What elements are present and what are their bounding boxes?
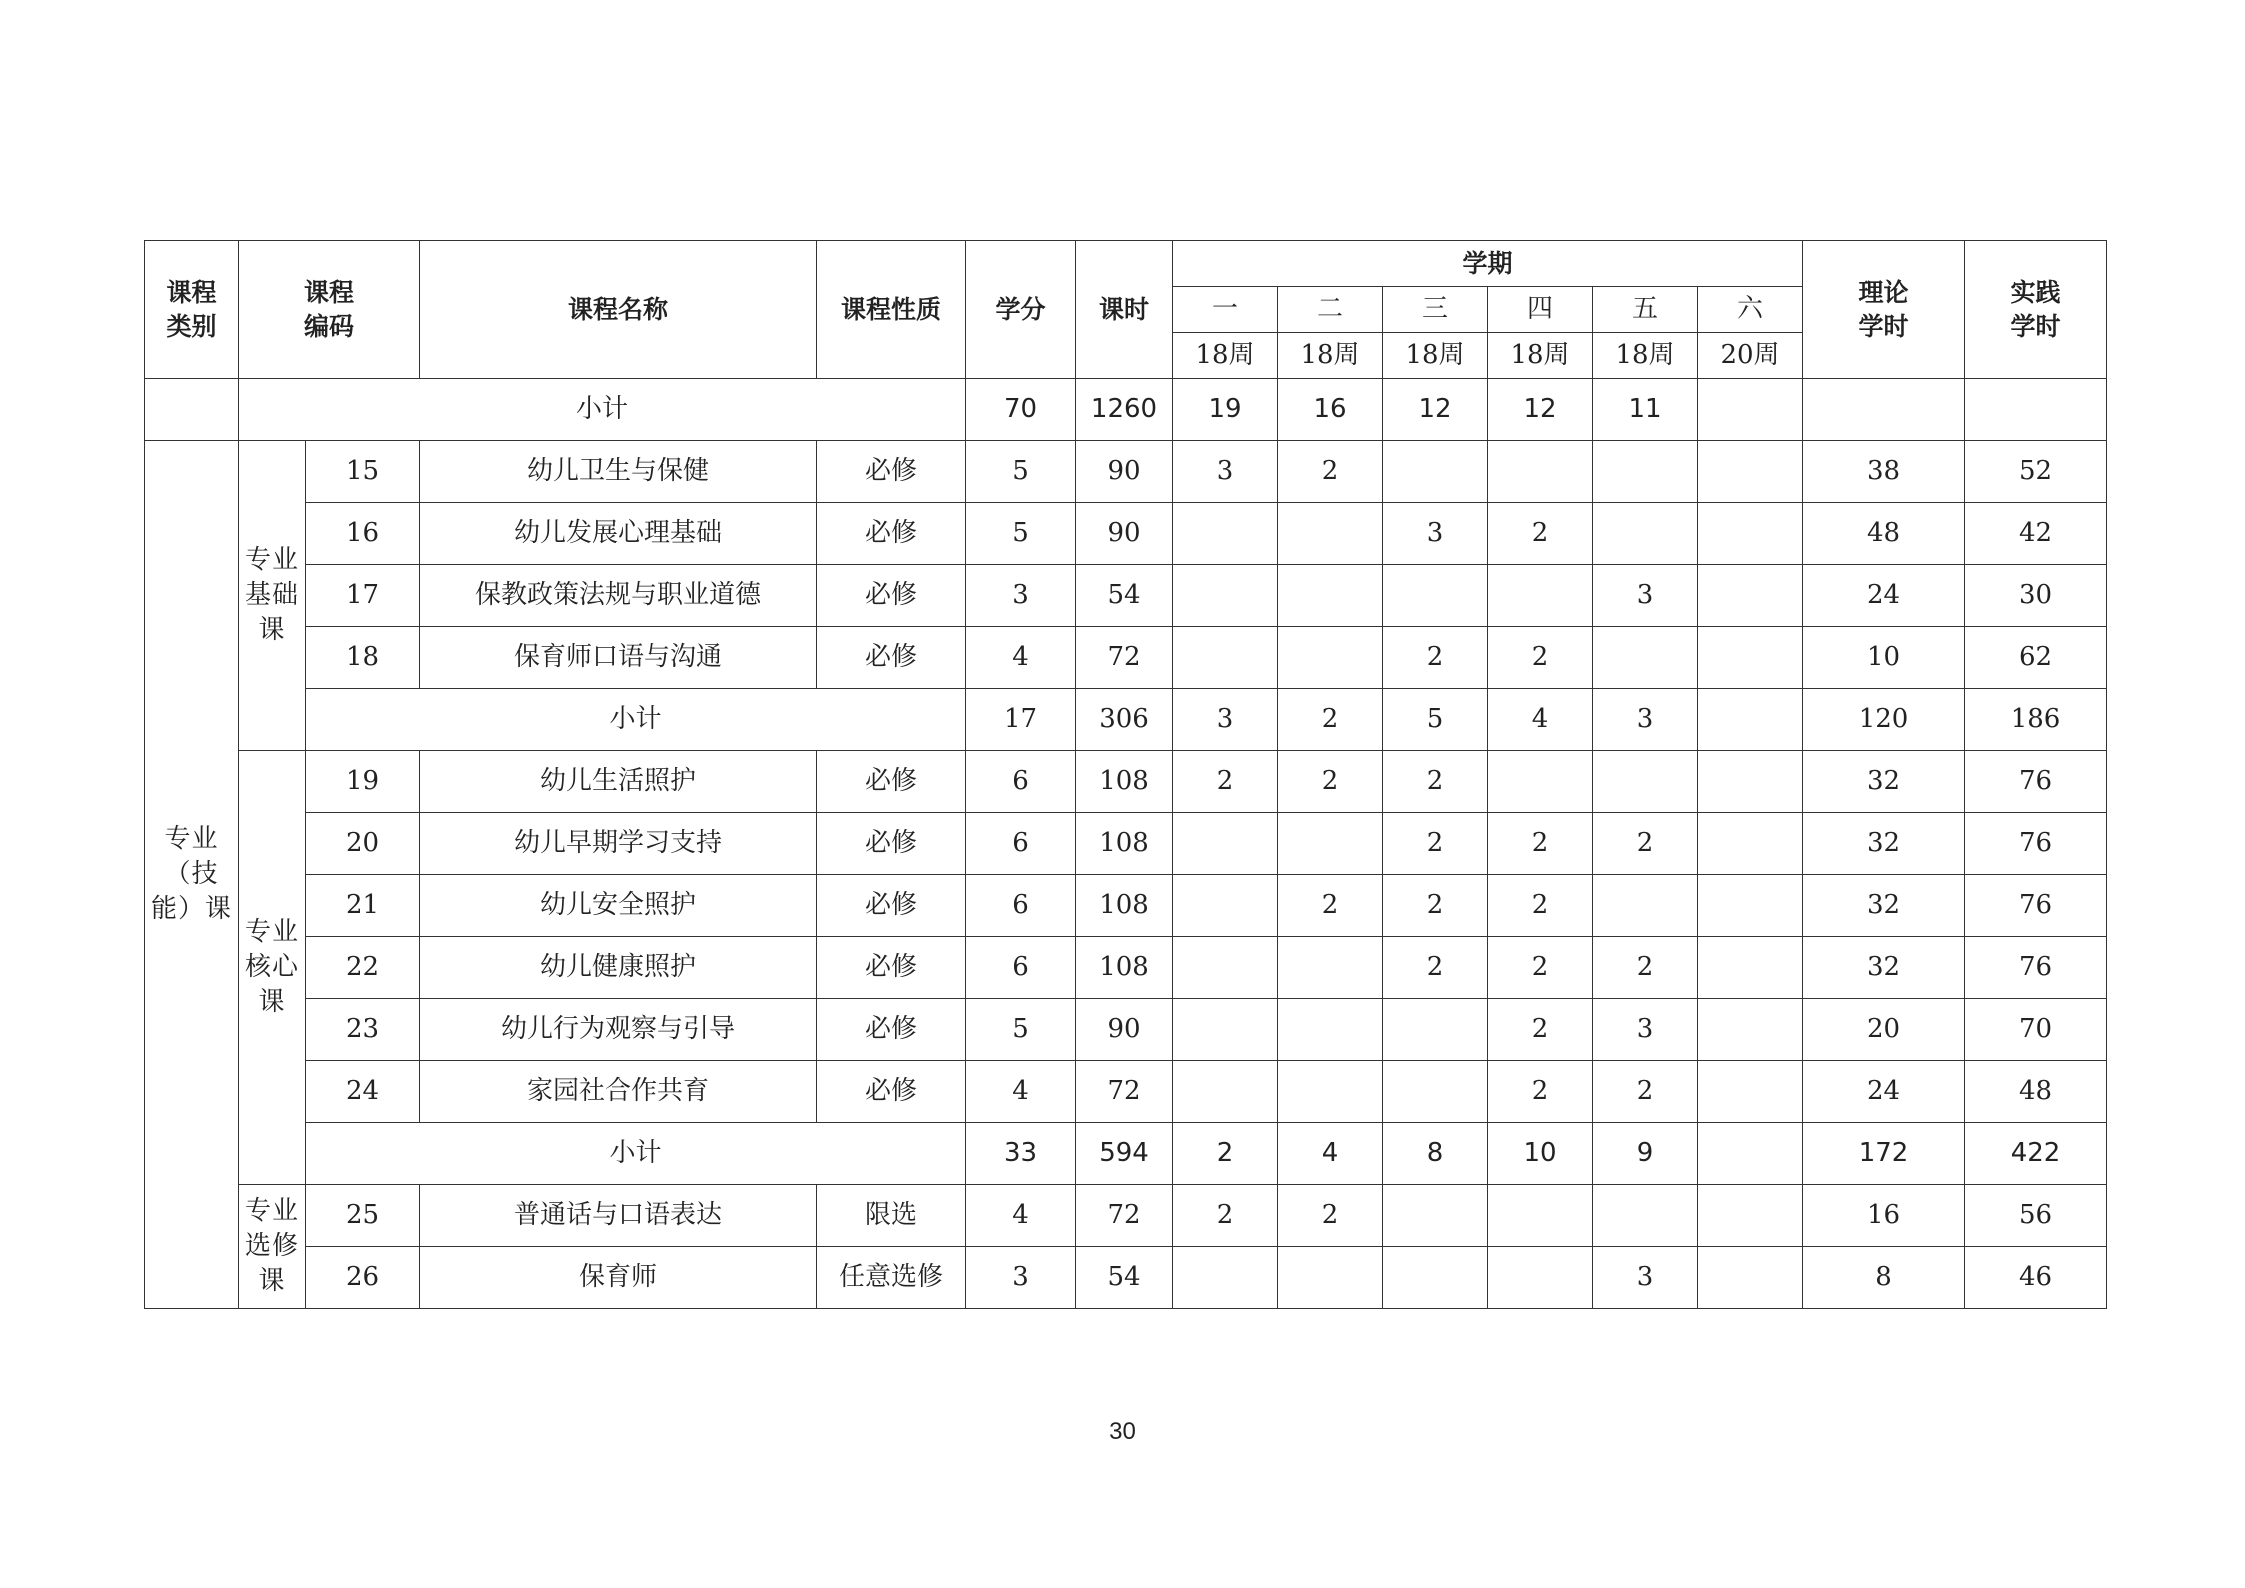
semester-2-cell: 2 (1278, 751, 1383, 813)
semester-1-cell (1173, 937, 1278, 999)
code-cell: 26 (306, 1247, 420, 1309)
semester-1-cell (1173, 1247, 1278, 1309)
semester-5-cell: 3 (1593, 565, 1698, 627)
semester-2-cell (1278, 937, 1383, 999)
semester-4-cell (1488, 751, 1593, 813)
credits-cell: 17 (966, 689, 1076, 751)
hours-cell: 594 (1076, 1123, 1173, 1185)
subtotal-row (145, 689, 2107, 751)
semester-4-cell: 10 (1488, 1123, 1593, 1185)
theory-cell: 120 (1803, 689, 1965, 751)
credits-cell: 6 (966, 875, 1076, 937)
table-row (145, 441, 2107, 503)
semester-6-cell (1698, 751, 1803, 813)
practice-cell: 76 (1965, 875, 2107, 937)
semester-6-cell (1698, 875, 1803, 937)
code-cell: 15 (306, 441, 420, 503)
semester-5-cell (1593, 627, 1698, 689)
hours-cell: 90 (1076, 999, 1173, 1061)
semester-4-cell: 2 (1488, 937, 1593, 999)
theory-cell: 24 (1803, 1061, 1965, 1123)
table-row (145, 875, 2107, 937)
code-cell: 20 (306, 813, 420, 875)
page-number: 30 (1109, 1418, 1136, 1445)
code-cell: 23 (306, 999, 420, 1061)
header-semester-group: 学期 (1173, 241, 1803, 287)
semester-4-cell (1488, 565, 1593, 627)
semester-1-cell (1173, 503, 1278, 565)
semester-3-cell (1383, 441, 1488, 503)
semester-6-cell (1698, 627, 1803, 689)
nature-cell: 必修 (817, 751, 966, 813)
code-cell: 22 (306, 937, 420, 999)
practice-cell: 52 (1965, 441, 2107, 503)
nature-cell: 必修 (817, 999, 966, 1061)
header-weeks-3: 18周 (1383, 333, 1488, 379)
semester-2-cell (1278, 565, 1383, 627)
hours-cell: 72 (1076, 1185, 1173, 1247)
credits-cell: 4 (966, 1061, 1076, 1123)
practice-cell: 186 (1965, 689, 2107, 751)
theory-cell: 32 (1803, 937, 1965, 999)
nature-cell: 必修 (817, 627, 966, 689)
header-practice: 实践 学时 (1965, 241, 2107, 379)
semester-4-cell (1488, 1185, 1593, 1247)
name-cell: 幼儿发展心理基础 (420, 503, 817, 565)
table-row (145, 503, 2107, 565)
table-row (145, 937, 2107, 999)
semester-2-cell (1278, 627, 1383, 689)
code-cell: 17 (306, 565, 420, 627)
nature-cell: 限选 (817, 1185, 966, 1247)
header-weeks-5: 18周 (1593, 333, 1698, 379)
practice-cell: 76 (1965, 937, 2107, 999)
semester-2-cell (1278, 813, 1383, 875)
semester-6-cell (1698, 813, 1803, 875)
hours-cell: 54 (1076, 565, 1173, 627)
curriculum-table (144, 240, 2107, 1309)
name-cell: 幼儿安全照护 (420, 875, 817, 937)
semester-3-cell: 2 (1383, 627, 1488, 689)
theory-cell: 20 (1803, 999, 1965, 1061)
table-row (145, 813, 2107, 875)
semester-3-cell (1383, 1185, 1488, 1247)
table-row (145, 751, 2107, 813)
practice-cell: 76 (1965, 751, 2107, 813)
semester-6-cell (1698, 937, 1803, 999)
semester-1-cell: 2 (1173, 751, 1278, 813)
semester-3-cell (1383, 1247, 1488, 1309)
subtotal-row (145, 1123, 2107, 1185)
credits-cell: 5 (966, 503, 1076, 565)
semester-5-cell (1593, 441, 1698, 503)
semester-2-cell: 2 (1278, 441, 1383, 503)
semester-2-cell: 2 (1278, 1185, 1383, 1247)
code-cell: 18 (306, 627, 420, 689)
credits-cell: 3 (966, 1247, 1076, 1309)
credits-cell: 33 (966, 1123, 1076, 1185)
header-semester-4: 四 (1488, 287, 1593, 333)
name-cell: 保育师 (420, 1247, 817, 1309)
semester-1-cell (1173, 1061, 1278, 1123)
practice-cell: 56 (1965, 1185, 2107, 1247)
semester-3-cell: 3 (1383, 503, 1488, 565)
semester-5-cell: 11 (1593, 379, 1698, 441)
semester-4-cell: 2 (1488, 503, 1593, 565)
header-semester-1: 一 (1173, 287, 1278, 333)
practice-cell: 46 (1965, 1247, 2107, 1309)
semester-2-cell: 2 (1278, 875, 1383, 937)
hours-cell: 108 (1076, 813, 1173, 875)
nature-cell: 必修 (817, 441, 966, 503)
semester-5-cell: 2 (1593, 1061, 1698, 1123)
hours-cell: 90 (1076, 503, 1173, 565)
hours-cell: 54 (1076, 1247, 1173, 1309)
subtotal-label: 小计 (239, 379, 966, 441)
hours-cell: 108 (1076, 875, 1173, 937)
semester-3-cell: 5 (1383, 689, 1488, 751)
semester-1-cell: 2 (1173, 1185, 1278, 1247)
category-empty-cell (145, 379, 239, 441)
group-label: 专业 核心 课 (239, 751, 306, 1185)
header-weeks-4: 18周 (1488, 333, 1593, 379)
name-cell: 保教政策法规与职业道德 (420, 565, 817, 627)
semester-5-cell (1593, 1185, 1698, 1247)
code-cell: 21 (306, 875, 420, 937)
semester-6-cell (1698, 999, 1803, 1061)
credits-cell: 6 (966, 937, 1076, 999)
name-cell: 幼儿早期学习支持 (420, 813, 817, 875)
header-semester-6: 六 (1698, 287, 1803, 333)
semester-4-cell: 12 (1488, 379, 1593, 441)
semester-2-cell: 2 (1278, 689, 1383, 751)
semester-6-cell (1698, 1123, 1803, 1185)
practice-cell: 48 (1965, 1061, 2107, 1123)
theory-cell: 38 (1803, 441, 1965, 503)
table-row (145, 1185, 2107, 1247)
credits-cell: 4 (966, 1185, 1076, 1247)
theory-cell: 16 (1803, 1185, 1965, 1247)
subtotal-label: 小计 (306, 1123, 966, 1185)
theory-cell (1803, 379, 1965, 441)
semester-4-cell: 2 (1488, 813, 1593, 875)
semester-2-cell: 4 (1278, 1123, 1383, 1185)
name-cell: 保育师口语与沟通 (420, 627, 817, 689)
semester-3-cell: 2 (1383, 875, 1488, 937)
code-cell: 24 (306, 1061, 420, 1123)
credits-cell: 6 (966, 813, 1076, 875)
header-semester-3: 三 (1383, 287, 1488, 333)
hours-cell: 108 (1076, 751, 1173, 813)
table-row (145, 1061, 2107, 1123)
semester-5-cell: 3 (1593, 689, 1698, 751)
header-nature: 课程性质 (817, 241, 966, 379)
semester-5-cell (1593, 751, 1698, 813)
semester-5-cell: 9 (1593, 1123, 1698, 1185)
semester-4-cell: 4 (1488, 689, 1593, 751)
semester-4-cell (1488, 441, 1593, 503)
credits-cell: 6 (966, 751, 1076, 813)
header-hours: 课时 (1076, 241, 1173, 379)
header-semester-2: 二 (1278, 287, 1383, 333)
semester-3-cell (1383, 1061, 1488, 1123)
practice-cell: 30 (1965, 565, 2107, 627)
practice-cell: 422 (1965, 1123, 2107, 1185)
semester-2-cell (1278, 503, 1383, 565)
semester-5-cell: 2 (1593, 937, 1698, 999)
semester-3-cell (1383, 565, 1488, 627)
semester-3-cell (1383, 999, 1488, 1061)
semester-3-cell: 2 (1383, 751, 1488, 813)
semester-1-cell: 2 (1173, 1123, 1278, 1185)
semester-5-cell (1593, 503, 1698, 565)
theory-cell: 8 (1803, 1247, 1965, 1309)
semester-2-cell (1278, 1061, 1383, 1123)
semester-1-cell (1173, 565, 1278, 627)
name-cell: 普通话与口语表达 (420, 1185, 817, 1247)
nature-cell: 必修 (817, 813, 966, 875)
name-cell: 幼儿卫生与保健 (420, 441, 817, 503)
theory-cell: 48 (1803, 503, 1965, 565)
code-cell: 19 (306, 751, 420, 813)
semester-3-cell: 2 (1383, 937, 1488, 999)
semester-2-cell: 16 (1278, 379, 1383, 441)
nature-cell: 必修 (817, 937, 966, 999)
nature-cell: 必修 (817, 1061, 966, 1123)
name-cell: 幼儿行为观察与引导 (420, 999, 817, 1061)
theory-cell: 10 (1803, 627, 1965, 689)
name-cell: 幼儿健康照护 (420, 937, 817, 999)
table-row (145, 565, 2107, 627)
semester-6-cell (1698, 689, 1803, 751)
semester-2-cell (1278, 1247, 1383, 1309)
practice-cell (1965, 379, 2107, 441)
header-theory: 理论 学时 (1803, 241, 1965, 379)
theory-cell: 32 (1803, 875, 1965, 937)
header-code: 课程 编码 (239, 241, 420, 379)
table-row (145, 627, 2107, 689)
semester-6-cell (1698, 1185, 1803, 1247)
category-label: 专业 （技 能）课 (145, 441, 239, 1309)
semester-5-cell: 2 (1593, 813, 1698, 875)
subtotal-label: 小计 (306, 689, 966, 751)
hours-cell: 90 (1076, 441, 1173, 503)
header-credits: 学分 (966, 241, 1076, 379)
credits-cell: 3 (966, 565, 1076, 627)
semester-6-cell (1698, 565, 1803, 627)
semester-3-cell: 2 (1383, 813, 1488, 875)
theory-cell: 32 (1803, 813, 1965, 875)
nature-cell: 必修 (817, 503, 966, 565)
semester-5-cell (1593, 875, 1698, 937)
semester-1-cell (1173, 999, 1278, 1061)
hours-cell: 306 (1076, 689, 1173, 751)
semester-4-cell: 2 (1488, 1061, 1593, 1123)
semester-6-cell (1698, 1247, 1803, 1309)
group-label: 专业 选修 课 (239, 1185, 306, 1309)
theory-cell: 172 (1803, 1123, 1965, 1185)
hours-cell: 72 (1076, 1061, 1173, 1123)
code-cell: 16 (306, 503, 420, 565)
group-label: 专业 基础 课 (239, 441, 306, 751)
name-cell: 家园社合作共育 (420, 1061, 817, 1123)
practice-cell: 76 (1965, 813, 2107, 875)
semester-1-cell: 19 (1173, 379, 1278, 441)
table-row (145, 379, 2107, 441)
semester-1-cell: 3 (1173, 689, 1278, 751)
table-row (145, 999, 2107, 1061)
nature-cell: 必修 (817, 875, 966, 937)
semester-6-cell (1698, 1061, 1803, 1123)
semester-4-cell: 2 (1488, 875, 1593, 937)
semester-1-cell (1173, 875, 1278, 937)
semester-5-cell: 3 (1593, 1247, 1698, 1309)
header-name: 课程名称 (420, 241, 817, 379)
semester-6-cell (1698, 379, 1803, 441)
hours-cell: 108 (1076, 937, 1173, 999)
credits-cell: 4 (966, 627, 1076, 689)
semester-3-cell: 12 (1383, 379, 1488, 441)
semester-1-cell (1173, 627, 1278, 689)
semester-4-cell (1488, 1247, 1593, 1309)
semester-3-cell: 8 (1383, 1123, 1488, 1185)
nature-cell: 必修 (817, 565, 966, 627)
header-semester-5: 五 (1593, 287, 1698, 333)
header-category: 课程 类别 (145, 241, 239, 379)
code-cell: 25 (306, 1185, 420, 1247)
semester-6-cell (1698, 441, 1803, 503)
theory-cell: 24 (1803, 565, 1965, 627)
credits-cell: 5 (966, 999, 1076, 1061)
name-cell: 幼儿生活照护 (420, 751, 817, 813)
semester-5-cell: 3 (1593, 999, 1698, 1061)
semester-4-cell: 2 (1488, 627, 1593, 689)
semester-2-cell (1278, 999, 1383, 1061)
practice-cell: 62 (1965, 627, 2107, 689)
credits-cell: 70 (966, 379, 1076, 441)
hours-cell: 1260 (1076, 379, 1173, 441)
header-weeks-6: 20周 (1698, 333, 1803, 379)
practice-cell: 70 (1965, 999, 2107, 1061)
practice-cell: 42 (1965, 503, 2107, 565)
credits-cell: 5 (966, 441, 1076, 503)
semester-6-cell (1698, 503, 1803, 565)
table-row (145, 1247, 2107, 1309)
nature-cell: 任意选修 (817, 1247, 966, 1309)
semester-1-cell (1173, 813, 1278, 875)
theory-cell: 32 (1803, 751, 1965, 813)
header-weeks-1: 18周 (1173, 333, 1278, 379)
semester-4-cell: 2 (1488, 999, 1593, 1061)
semester-1-cell: 3 (1173, 441, 1278, 503)
hours-cell: 72 (1076, 627, 1173, 689)
header-weeks-2: 18周 (1278, 333, 1383, 379)
